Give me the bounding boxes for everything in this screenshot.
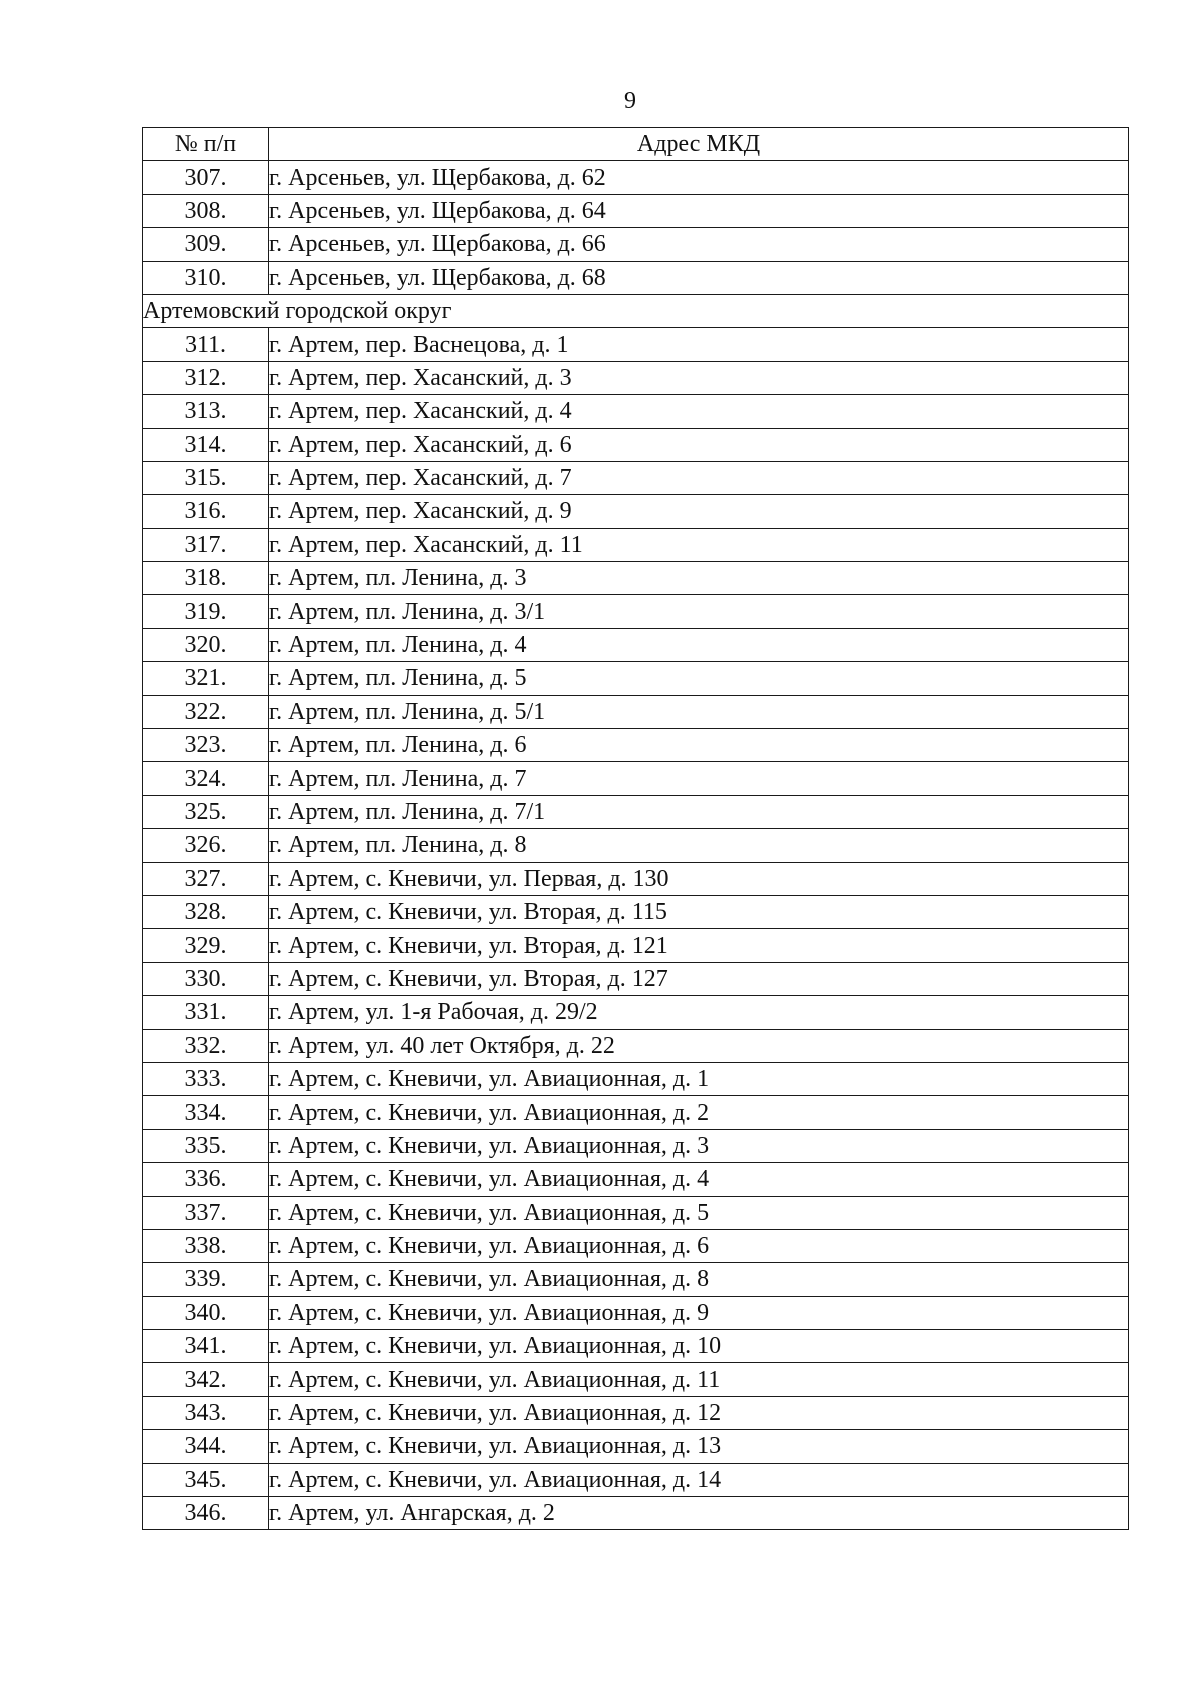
row-address: г. Артем, с. Кневичи, ул. Вторая, д. 121 <box>269 929 1129 962</box>
row-address: г. Артем, с. Кневичи, ул. Первая, д. 130 <box>269 862 1129 895</box>
row-number: 315. <box>143 461 269 494</box>
row-address: г. Арсеньев, ул. Щербакова, д. 64 <box>269 194 1129 227</box>
row-address: г. Артем, ул. Ангарская, д. 2 <box>269 1497 1129 1530</box>
row-address: г. Артем, пер. Хасанский, д. 9 <box>269 495 1129 528</box>
row-address: г. Артем, с. Кневичи, ул. Авиационная, д. 14 <box>269 1463 1129 1496</box>
row-number: 328. <box>143 895 269 928</box>
row-address: г. Артем, пл. Ленина, д. 5/1 <box>269 695 1129 728</box>
row-address: г. Артем, с. Кневичи, ул. Авиационная, д. 8 <box>269 1263 1129 1296</box>
row-number: 336. <box>143 1163 269 1196</box>
row-number: 326. <box>143 829 269 862</box>
table-row <box>143 328 1129 361</box>
row-address: г. Артем, пер. Хасанский, д. 7 <box>269 461 1129 494</box>
row-address: г. Артем, пер. Васнецова, д. 1 <box>269 328 1129 361</box>
table-row <box>143 1196 1129 1229</box>
table-row <box>143 161 1129 194</box>
table-row <box>143 1330 1129 1363</box>
row-address: г. Артем, пл. Ленина, д. 3 <box>269 562 1129 595</box>
table-row <box>143 395 1129 428</box>
table-row <box>143 1229 1129 1262</box>
row-number: 323. <box>143 729 269 762</box>
row-number: 322. <box>143 695 269 728</box>
row-number: 340. <box>143 1296 269 1329</box>
table-row <box>143 996 1129 1029</box>
table-row <box>143 962 1129 995</box>
table-row <box>143 1129 1129 1162</box>
row-number: 317. <box>143 528 269 561</box>
table-row <box>143 361 1129 394</box>
row-number: 345. <box>143 1463 269 1496</box>
row-address: г. Артем, с. Кневичи, ул. Авиационная, д. 11 <box>269 1363 1129 1396</box>
row-number: 334. <box>143 1096 269 1129</box>
row-number: 310. <box>143 261 269 294</box>
table-row <box>143 595 1129 628</box>
table-row <box>143 1163 1129 1196</box>
row-address: г. Артем, с. Кневичи, ул. Авиационная, д. 6 <box>269 1229 1129 1262</box>
row-number: 308. <box>143 194 269 227</box>
table-row <box>143 762 1129 795</box>
table-row <box>143 795 1129 828</box>
row-address: г. Артем, пер. Хасанский, д. 4 <box>269 395 1129 428</box>
row-address: г. Артем, с. Кневичи, ул. Авиационная, д. 3 <box>269 1129 1129 1162</box>
row-address: г. Артем, с. Кневичи, ул. Авиационная, д. 4 <box>269 1163 1129 1196</box>
row-address: г. Артем, пл. Ленина, д. 7 <box>269 762 1129 795</box>
table-row <box>143 862 1129 895</box>
row-address: г. Артем, пл. Ленина, д. 5 <box>269 662 1129 695</box>
table-row <box>143 1263 1129 1296</box>
table-row <box>143 1363 1129 1396</box>
row-address: г. Арсеньев, ул. Щербакова, д. 68 <box>269 261 1129 294</box>
row-address: г. Артем, с. Кневичи, ул. Авиационная, д. 2 <box>269 1096 1129 1129</box>
row-address: г. Артем, с. Кневичи, ул. Авиационная, д. 9 <box>269 1296 1129 1329</box>
row-number: 318. <box>143 562 269 595</box>
table-row <box>143 695 1129 728</box>
row-number: 329. <box>143 929 269 962</box>
table-row <box>143 1463 1129 1496</box>
row-number: 325. <box>143 795 269 828</box>
table-row <box>143 495 1129 528</box>
row-number: 333. <box>143 1062 269 1095</box>
row-number: 337. <box>143 1196 269 1229</box>
row-number: 330. <box>143 962 269 995</box>
table-row <box>143 528 1129 561</box>
row-number: 316. <box>143 495 269 528</box>
table-row <box>143 729 1129 762</box>
row-number: 320. <box>143 628 269 661</box>
table-row <box>143 461 1129 494</box>
row-number: 319. <box>143 595 269 628</box>
table-row <box>143 1062 1129 1095</box>
table-row <box>143 261 1129 294</box>
row-address: г. Артем, с. Кневичи, ул. Авиационная, д. 10 <box>269 1330 1129 1363</box>
table-row <box>143 829 1129 862</box>
section-row <box>143 294 1129 327</box>
table-row <box>143 628 1129 661</box>
row-number: 321. <box>143 662 269 695</box>
row-address: г. Арсеньев, ул. Щербакова, д. 62 <box>269 161 1129 194</box>
table-row <box>143 562 1129 595</box>
table-header-row <box>143 128 1129 161</box>
row-number: 335. <box>143 1129 269 1162</box>
row-address: г. Артем, ул. 1-я Рабочая, д. 29/2 <box>269 996 1129 1029</box>
row-number: 346. <box>143 1497 269 1530</box>
table-row <box>143 929 1129 962</box>
table-row <box>143 662 1129 695</box>
table-row <box>143 1497 1129 1530</box>
header-number: № п/п <box>143 128 269 161</box>
row-address: г. Артем, пер. Хасанский, д. 3 <box>269 361 1129 394</box>
row-address: г. Артем, пер. Хасанский, д. 11 <box>269 528 1129 561</box>
row-number: 343. <box>143 1396 269 1429</box>
table-row <box>143 895 1129 928</box>
row-number: 324. <box>143 762 269 795</box>
row-address: г. Артем, пл. Ленина, д. 7/1 <box>269 795 1129 828</box>
section-title: Артемовский городской округ <box>143 294 1129 327</box>
table-row <box>143 428 1129 461</box>
table-row <box>143 228 1129 261</box>
row-address: г. Артем, пл. Ленина, д. 4 <box>269 628 1129 661</box>
row-address: г. Артем, с. Кневичи, ул. Авиационная, д. 12 <box>269 1396 1129 1429</box>
table-body <box>143 161 1129 1530</box>
row-number: 307. <box>143 161 269 194</box>
table-row <box>143 1096 1129 1129</box>
row-number: 311. <box>143 328 269 361</box>
row-number: 332. <box>143 1029 269 1062</box>
row-number: 338. <box>143 1229 269 1262</box>
row-number: 342. <box>143 1363 269 1396</box>
row-address: г. Артем, пл. Ленина, д. 3/1 <box>269 595 1129 628</box>
row-number: 344. <box>143 1430 269 1463</box>
row-number: 341. <box>143 1330 269 1363</box>
row-number: 314. <box>143 428 269 461</box>
row-address: г. Артем, с. Кневичи, ул. Вторая, д. 115 <box>269 895 1129 928</box>
row-number: 312. <box>143 361 269 394</box>
header-address: Адрес МКД <box>269 128 1129 161</box>
table-row <box>143 1029 1129 1062</box>
row-number: 309. <box>143 228 269 261</box>
row-address: г. Артем, с. Кневичи, ул. Авиационная, д. 1 <box>269 1062 1129 1095</box>
table-row <box>143 1396 1129 1429</box>
row-address: г. Артем, с. Кневичи, ул. Вторая, д. 127 <box>269 962 1129 995</box>
row-address: г. Артем, ул. 40 лет Октября, д. 22 <box>269 1029 1129 1062</box>
mkd-address-table <box>142 127 1129 1530</box>
table-row <box>143 1430 1129 1463</box>
page-number: 9 <box>624 88 636 114</box>
row-address: г. Артем, пл. Ленина, д. 6 <box>269 729 1129 762</box>
row-number: 313. <box>143 395 269 428</box>
table-row <box>143 194 1129 227</box>
row-number: 331. <box>143 996 269 1029</box>
row-address: г. Артем, с. Кневичи, ул. Авиационная, д. 5 <box>269 1196 1129 1229</box>
row-number: 327. <box>143 862 269 895</box>
table-row <box>143 1296 1129 1329</box>
row-number: 339. <box>143 1263 269 1296</box>
row-address: г. Артем, пл. Ленина, д. 8 <box>269 829 1129 862</box>
row-address: г. Артем, с. Кневичи, ул. Авиационная, д. 13 <box>269 1430 1129 1463</box>
row-address: г. Артем, пер. Хасанский, д. 6 <box>269 428 1129 461</box>
row-address: г. Арсеньев, ул. Щербакова, д. 66 <box>269 228 1129 261</box>
